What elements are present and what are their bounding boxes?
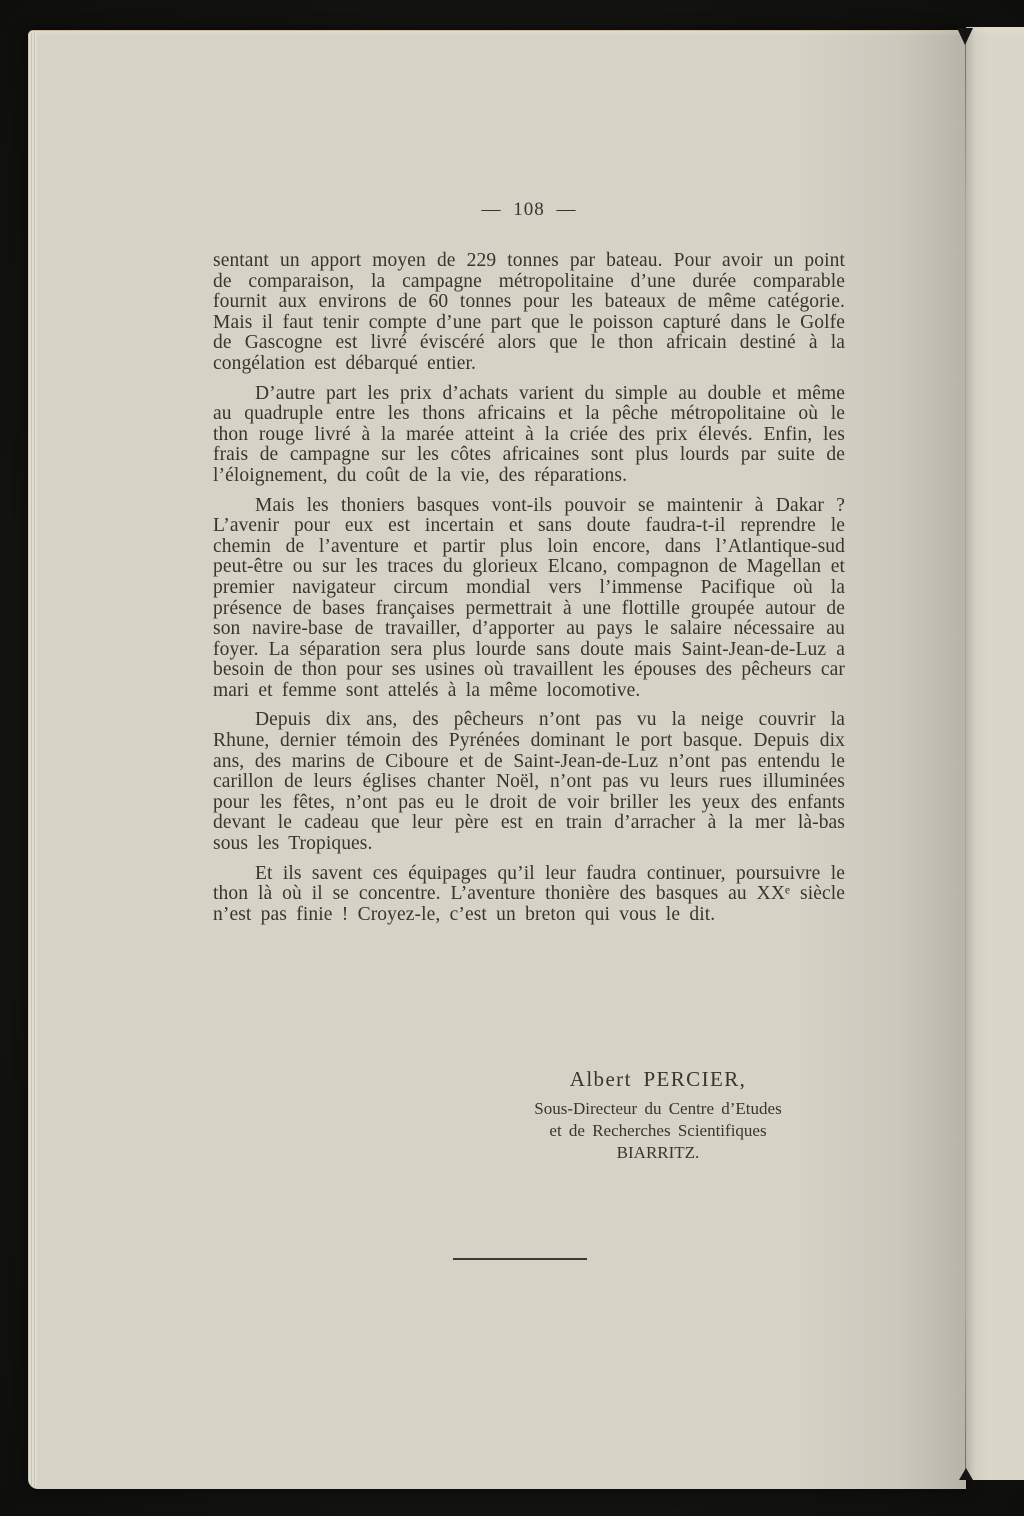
- paragraph: Et ils savent ces équipages qu’il leur faudra continuer, poursuivre le thon là où il se concentre. L’aventure thonière des basques au XXᵉ siècle n’est pas finie ! Croyez-le, c’est un breton qui vous le dit.: [213, 862, 845, 925]
- divider-rule: [453, 1258, 587, 1260]
- crease-notch-top: [957, 28, 973, 45]
- book-page: [28, 30, 966, 1489]
- page-content: [213, 199, 845, 934]
- paragraph: Depuis dix ans, des pêcheurs n’ont pas vu la neige couvrir la Rhune, dernier témoin des Pyrénées dominant le port basque. Depuis dix ans, des marins de Ciboure et de Saint-Jean-de-Luz n’ont pas entendu le carillon de leurs églises chanter Noël, n’ont pas vu leurs rues illuminées pour les fêtes, n’ont pas eu le droit de voir briller les yeux des enfants devant le cadeau que leur père est en train d’arracher à la mer là-bas sous les Tropiques.: [213, 709, 845, 855]
- signature-role-line-2: et de Recherches Scientifiques: [549, 1121, 767, 1140]
- page-crease: [965, 30, 966, 1480]
- page-number: — 108 —: [481, 199, 577, 220]
- signature-place: BIARRITZ.: [616, 1143, 700, 1162]
- signature-name: Albert PERCIER,: [569, 1067, 747, 1091]
- page-stack-edges: [28, 33, 37, 1487]
- body-text: [213, 251, 845, 925]
- paragraph: Mais les thoniers basques vont-ils pouvoir se maintenir à Dakar ? L’avenir pour eux est incertain et sans doute faudra-t-il reprendre le chemin de l’aventure et partir plus loin encore, dans l’Atlantique-sud peut-être ou sur les traces du glorieux Elcano, compagnon de Magellan et premier navigateur circum mondial vers l’immense Pacifique où la présence de bases françaises permettrait à une flottille groupée autour de son navire-base de travailler, d’apporter au pays le salaire nécessaire au foyer. La séparation sera plus lourde sans doute mais Saint-Jean-de-Luz a besoin de thon pour ses usines où travaillent les épouses des pêcheurs car mari et femme sont attelés à la même locomotive.: [213, 494, 845, 701]
- next-page-edge: [966, 27, 1024, 1480]
- paragraph: D’autre part les prix d’achats varient du simple au double et même au quadruple entre les thons africains et la pêche métropolitaine où le thon rouge livré à la marée atteint à la criée des prix élevés. Enfin, les frais de campagne sur les côtes africaines sont plus lourds par suite de l’éloignement, du coût de la vie, des réparations.: [213, 382, 845, 486]
- signature-role-line-1: Sous-Directeur du Centre d’Etudes: [534, 1099, 782, 1118]
- signature-block: [358, 1067, 958, 1164]
- crease-notch-bottom: [959, 1468, 973, 1480]
- paragraph: sentant un apport moyen de 229 tonnes par bateau. Pour avoir un point de comparaison, la campagne métropolitaine d’une durée comparable fournit aux environs de 60 tonnes pour les bateaux de même catégorie. Mais il faut tenir compte d’une part que le poisson capturé dans le Golfe de Gascogne est livré éviscéré alors que le thon africain destiné à la congélation est débarqué entier.: [213, 250, 845, 374]
